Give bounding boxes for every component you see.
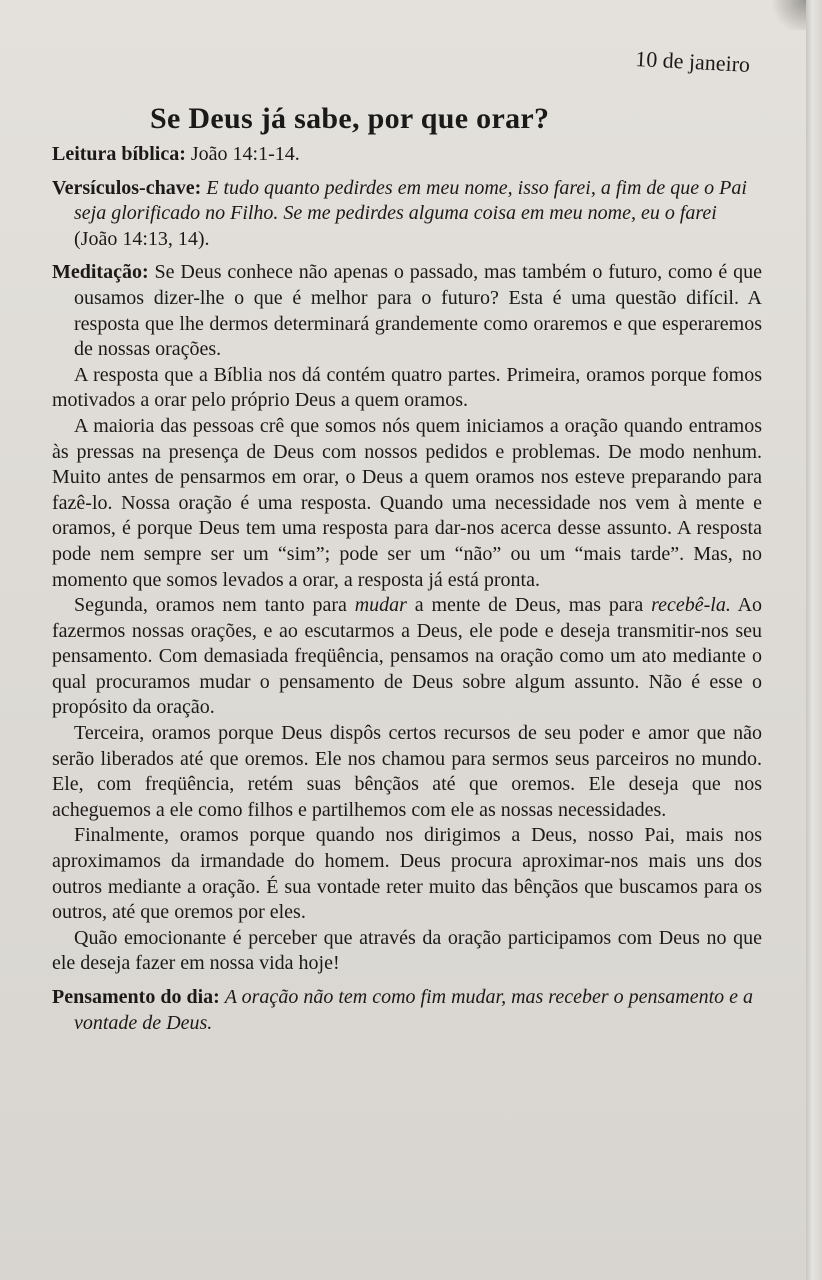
versiculos-text: E tudo quanto pedirdes em meu nome, isso farei, a fim de que o Pai seja glorificado no Filho. Se me pedirdes alguma coisa em meu nome, eu o farei	[74, 176, 747, 225]
versiculos-chave	[52, 176, 762, 253]
meditacao-intro-text: Se Deus conhece não apenas o passado, mas também o futuro, como é que ousamos dizer-lhe o que é melhor para o futuro? Esta é uma questão difícil. A resposta que lhe dermos determinará grandemente como oraremos e que esperaremos de nossas orações.	[74, 261, 762, 361]
meditacao-section	[52, 260, 762, 977]
devotional-content	[52, 142, 762, 1044]
paragraph: Terceira, oramos porque Deus dispôs certos recursos de seu poder e amor que não serão liberados até que oremos. Ele nos chamou para sermos seus parceiros no mundo. Ele, com freqüência, retém suas bênçãos até que oremos. Ele deseja que nos acheguemos a ele como filhos e partilhemos com ele as nossas necessidades.	[52, 722, 762, 821]
versiculos-reference: (João 14:13, 14).	[74, 227, 210, 250]
adjacent-page-edge	[806, 0, 822, 1280]
text-span: Segunda, oramos nem tanto para	[74, 594, 355, 617]
pensamento-text: A oração não tem como fim mudar, mas receber o pensamento e a vontade de Deus.	[74, 986, 754, 1034]
emphasis: recebê-la.	[651, 594, 731, 617]
text-span: a mente de Deus, mas para	[406, 594, 652, 617]
text-span: Ao fazermos nossas orações, e ao escutarmos a Deus, ele pode e deseja transmitir-nos seu pensamento. Com demasiada freqüência, pensamos na oração como um ato mediante o qual procuramos mudar o pensamento de Deus sobre algum assunto. Não é esse o propósito da oração.	[52, 594, 763, 719]
meditacao-intro	[52, 260, 762, 362]
leitura-text: João 14:1-14.	[190, 143, 300, 165]
paragraph: Finalmente, oramos porque quando nos dirigimos a Deus, nosso Pai, mais nos aproximamos da irmandade do homem. Deus procura aproximar-nos mais uns dos outros mediante a oração. É sua vontade reter muito das bênçãos que buscamos para os outros, até que oremos por eles.	[52, 824, 762, 924]
emphasis: mudar	[354, 594, 407, 617]
leitura-label: Leitura bíblica:	[52, 143, 186, 165]
pensamento-do-dia	[52, 985, 762, 1036]
paragraph: A resposta que a Bíblia nos dá contém quatro partes. Primeira, oramos porque fomos motivados a orar pelo próprio Deus a quem oramos.	[52, 363, 762, 412]
paragraph: Quão emocionante é perceber que através da oração participamos com Deus no que ele deseja fazer em nossa vida hoje!	[52, 926, 762, 975]
pensamento-label: Pensamento do dia:	[52, 986, 220, 1008]
meditacao-label: Meditação:	[52, 261, 149, 284]
paragraph: A maioria das pessoas crê que somos nós quem iniciamos a oração quando entramos às pressas na presença de Deus com nossos pedidos e problemas. De modo nenhum. Muito antes de pensarmos em orar, o Deus a quem oramos nos esteve preparando para fazê-lo. Nossa oração é uma resposta. Quando uma necessidade nos vem à mente e oramos, é porque Deus tem uma resposta para dar-nos acerca desse assunto. A resposta pode nem sempre ser um “sim”; pode ser um “não” ou um “mais tarde”. Mas, no momento que somos levados a orar, a resposta já está pronta.	[52, 414, 762, 591]
page-title: Se Deus já sabe, por que orar?	[150, 102, 550, 135]
page-date: 10 de janeiro	[634, 46, 751, 77]
paragraph-segunda	[52, 593, 762, 721]
leitura-biblica	[52, 142, 762, 168]
page-corner-shadow	[766, 0, 806, 30]
versiculos-label: Versículos-chave:	[52, 176, 202, 199]
